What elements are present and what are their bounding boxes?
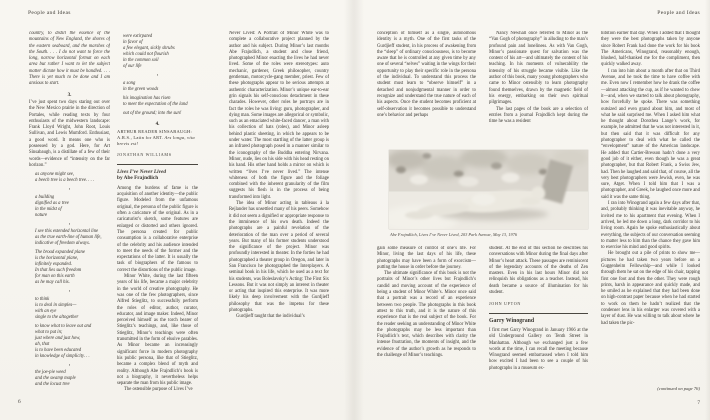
poem-line: a building — [35, 194, 55, 200]
poem-quote — [123, 96, 198, 108]
paragraph: I ran into Winogrand again a few days after that, and, probably thinking it was inevitable anyway, he invited me to his apartment that evening. When I arrived, he led me down a long, dark corridor to his living room. Again he spoke enthusiastically about everything, the subjects of our conversation seeming to matter less to him than the chance they gave him to exercise his mind and good spirits. — [601, 201, 700, 251]
page-number-right: 7 — [697, 400, 700, 406]
poem-line: infinitely expanded. — [35, 262, 72, 268]
poem-line: which could not flourish — [123, 52, 169, 57]
poem-quote — [35, 370, 110, 388]
poem-quote — [35, 297, 110, 321]
poem-line: to know what to leave out and — [35, 323, 92, 329]
poem-line: what to put in; — [35, 329, 63, 335]
paragraph: I ran into him about a month after that on Third Avenue, and he took the time to have coffee with me. Even now I remember how he drank the coffee—almost attacking the cup, as if he wanted to chew it—and, when we started to talk about photography, how forcefully he spoke. There was something outsized and even grand about him, and most of what he said surprised me. When I asked him what he thought about Dorothea Lange’s work, for example, he admitted that he was not interested in it, but then said that it was difficult for any photographer to deal with what he called the “envelopment” nature of the American landscape. He added that Cartier-Bresson hadn’t done a very good job of it either, even though he was a great photographer, but that Robert Frank, a Swiss Jew, had. Then he laughed and said that, of course, all the very best photographers were Jewish, even, he was sure, Atget. When I told him that I was a photographer, and Greek, he laughed once more and said it was the same thing. — [601, 68, 700, 200]
text-column-2 — [117, 31, 198, 405]
poem-quote — [35, 250, 110, 286]
paragraph: The idea of Minor acting in tableaus à la Rejlander has unsettled many of his peers. Somehow it did not seem a dignified or appropriate response to the imminence of his own death. Indeed the photographs are a painful revelation of the deterioration of the man over a period of several years. But many of his former students understood the significance of the project. Minor was profoundly interested in theater. In the forties he had photographed a theater group in Oregon, and later in San Francisco he photographed the Interplayers. A seminal book in his life, which he used as a text for his students, was Boleslavsky’s Acting: The First Six Lessons. But it was not simply an interest in theater or acting that inspired this enterprise. It was more likely his deep involvement with the Gurdjieff philosophy that was the impetus for these photographs. — [229, 201, 329, 314]
poem-line: a few elegant, sickly shrubs — [123, 46, 175, 51]
article-title: Lives I’ve Never Lived by Abe Frajndlich — [117, 169, 198, 182]
poem-quote — [35, 229, 110, 247]
poem-line: of our life — [123, 64, 142, 69]
photo-illustration — [389, 150, 588, 229]
poem-line: for man on this earth — [35, 274, 75, 280]
paragraph: student. At the end of this section he describes his conversations with Minor during the final days after Minor’s heart attack. These passages are reminiscent of the legendary accounts of the deaths of Zen masters. Even in his last hours Minor did not relinquish his obligations as a teacher. Instead, his death became a source of illumination for his student. — [489, 246, 588, 296]
poem-line: as the true earth-line of human life, — [35, 235, 102, 241]
poem-quote — [35, 324, 110, 360]
poem-line: and the locust tree — [35, 382, 70, 388]
poem-line: dignified as a tree — [35, 200, 69, 206]
paragraph: Minor White, during the last fifteen years of his life, became a major celebrity in the world of creative photography. He was one of the few photographers, since Alfred Stieglitz, to successfully perform the roles of editor, author, curator, educator, and image maker. Indeed, Minor perceived himself as the torch bearer of Stieglitz’s teachings, and, like those of Stieglitz, Minor’s teachings were often transmitted in the form of elusive parables. As Minor became an increasingly significant force in modern photography his public persona, like that of Stieglitz, became a complex blend of myth and reality. Although Abe Frajndlich’s book is not a biography, it nevertheless helps separate the man from his public image. — [117, 274, 198, 387]
poem-line: in favor of — [123, 40, 143, 45]
poem-line: the joe-pie weed — [35, 370, 66, 376]
poem-quote — [123, 111, 198, 117]
poem-line: is to deal in simples— — [35, 302, 77, 308]
paragraph: Among the burdens of fame is the acquisition of another identity—the public figure. Modeled from the unfamous original, the persona of the public figure is often a caricature of the original. As in a caricaturist’s sketch, some features are enlarged or distorted and others ignored. The persona created for public consumption is a collaborative enterprise of the celebrity and his audience intended to meet the needs of the former and the expectations of the latter. It is usually the task of biographers of the famous to correct the distortions of the public image. — [117, 185, 198, 273]
figure-arm — [520, 197, 540, 205]
page-gutter — [344, 0, 364, 420]
poem-line: as anyone might see, — [35, 172, 75, 178]
author-byline: JONATHAN WILLIAMS — [117, 152, 172, 158]
poem-line: ah, that — [35, 341, 50, 347]
poem-quote — [35, 172, 110, 184]
poem-line: In that lies such freedom — [35, 268, 82, 274]
text-column-5-top — [489, 31, 588, 149]
poem-line: out of the ground; into the sun! — [123, 110, 182, 116]
poem-line: a song — [123, 80, 136, 86]
paragraph: I first met Garry Winogrand in January 1966 at the old Underground Gallery on Tenth Street in Manhattan. Although we exchanged just a few words at the time, I can recall the meeting because Winogrand seemed embarrassed when I told him how excited I had been to see a couple of his photographs in a museum ex- — [489, 327, 588, 371]
poem-quote — [35, 195, 110, 219]
text-column-5-bottom — [489, 246, 588, 406]
paragraph: hibition earlier that day. When I added that I thought they were the best photographs taken by anyone since Robert Frank had done the work for his book The Americans, Winogrand, reasonably enough, blushed, half-thanked me for the compliment, then quickly walked away. — [601, 31, 700, 68]
poem-line: as he may call his. — [35, 280, 70, 286]
poem-line: in the common soil — [123, 58, 159, 63]
poem-line: to meet the expectation of the land — [123, 101, 188, 107]
text-column-1 — [29, 31, 110, 405]
paragraph: Never Lived: A Portrait of Minor White was to complete a collaborative project planned by the author and his subject. During Minor’s last months Abe Frajndlich, a student and close friend, photographed Minor enacting the lives he had never lived. Some of the roles were stereotypes: auto mechanic, gardener, Greek philosopher, country gentleman, motorcycle-gang member, priest. Few of these photographs appear to be serious attempts at authentic characterization. Minor’s unique ear-to-ear grin signals his self-conscious detachment in these charades. However, other roles he portrays are in fact the roles he was living: guru, photographer, and dying man. Some images are allegorical or symbolic, such as an emaciated white-faced dancer, a man with his collection of hats (roles), and Minor asleep behind plastic sheeting, in which he appears to be under water. The most startling of the latter group is an infrared photograph posed in a manner similar to the iconography of the Buddha entering Nirvana. Minor, nude, lies on his side with his head resting on his hand. His other hand holds a mirror on which is written “lives I’ve never lived.” The intense whiteness of both the figure and the foliage combined with the inherent granularity of the film suggests his flesh is in the process of being transformed into light. — [229, 31, 329, 200]
page-number-left: 6 — [18, 399, 21, 405]
bullet-separator: ▪ — [68, 289, 71, 294]
section-heading: Garry Winogrand — [489, 317, 535, 324]
paragraph: The last pages of the book are a selection of entries from a journal Frajndlich kept during the time he was a resident — [489, 106, 588, 125]
poem-line: nature — [35, 212, 48, 218]
poem-line: with an eye — [35, 308, 57, 314]
paragraph: gain some measure of control of one’s life. For Minor, living the last days of his life, these photographs may have been a form of exorcism—putting the house in order before the journey. — [377, 246, 476, 270]
paragraph: The ostensible purpose of Lives I’ve — [124, 387, 193, 393]
poem-line: in the midst of — [35, 206, 62, 212]
section-rule — [489, 313, 588, 314]
text-column-4-top — [377, 31, 476, 149]
poem-line: is the horizontal plane, — [35, 256, 79, 262]
caps-heading: ARTHUR READER SINSABAUGH: A.R.S., Latin for ART. Ars longa, vita brevis est! — [117, 128, 195, 147]
running-header-right: People and Ideas — [657, 10, 700, 16]
page-edge — [705, 0, 710, 420]
bullet-separator: ▪ — [68, 187, 71, 192]
poem-line: indicative of freedom always. — [35, 241, 91, 247]
section-rule — [117, 164, 198, 165]
poem-line: a beech tree is a beech tree. . . . — [35, 178, 95, 184]
paragraph: He brought out a pile of prints to show me—pictures he had taken two years before on a Guggenheim Fellowship—and while I looked through them he sat on the edge of his chair, tapping first one foot and then the other. They were rough prints, harsh in appearance and quickly made, and he smiled as he explained that they had been done on high-contrast paper because when he had started to work on them he hadn’t realized that the condenser lens in his enlarger was covered with a layer of dust. He was willing to talk about where he had taken the pic- — [601, 251, 700, 326]
poem-line: his imagination has risen — [123, 95, 171, 101]
section-number: 4. — [155, 120, 160, 127]
running-header-left: People and Ideas — [28, 10, 71, 16]
section-number: 3. — [67, 91, 72, 98]
poem-line: single to the altogether — [35, 314, 79, 320]
poem-line: is to have been educated — [35, 347, 82, 353]
poem-line: in knowledge of simplicity. . . — [35, 353, 90, 359]
text-column-6 — [601, 31, 700, 384]
article-author: by Abe Frajndlich — [117, 175, 159, 182]
paragraph: Gurdjieff taught that the individual’s — [236, 314, 305, 320]
poem-line: in the green woods — [123, 86, 159, 92]
poem-line: were extirpated — [123, 34, 153, 39]
photo-caption: Abe Frajndlich, Lives I’ve Never Lived, 203 Park Avenue, May 13, 1976 — [390, 231, 518, 237]
continued-note: (continued on page 76) — [657, 386, 700, 391]
poem-line: to think — [35, 296, 50, 302]
paragraph: conception of himself as a single, autonomous identity is a myth. One of the first tasks of the Gurdjieff student, in his process of awakening from the “sleep” of ordinary consciousness, is to become aware that he is controlled at any given time by any one of several “selves” waiting in the wings for their opportunity to play their specific role in the persona of the individual. To understand this process the student must learn to “observe himself” in a detached and nonjudgmental manner in order to recognize and understand the true nature of each of his aspects. Once the student becomes proficient at self-observation it becomes possible to understand one’s behavior and perhaps — [377, 31, 476, 118]
poem-line: just where and just how, — [35, 335, 81, 341]
bullet-separator: ▪ — [68, 221, 71, 226]
paragraph: country, to distill the essence of the mountains of New England, the shores of the eastern seaboard, and the marshes of the South. . . . I do not want to force the long, narrow horizontal format on each area but rather I want to let the subject matter dictate how it must be handled. . . . There is yet much to be done and I am anxious to start. — [29, 31, 110, 87]
bullet-separator: ▪ — [156, 73, 159, 77]
bullet-separator: ▪ — [68, 362, 71, 367]
poem-line: and the swamp maple — [35, 376, 76, 382]
paragraph: I’ve just spent two days staring out over the New Mexico prairie in the direction of Portales, while reading texts by four enthusiasts of the midwestern landscape: Frank Lloyd Wright, John Root, Louis Sullivan, and Lewis Mumford. Enthusiast, a good word. It means one who is possessed by a god. Here, for Art Sinsabaugh, is a distillate of a few of their words—evidence of “intensity on the far horizon.” — [29, 99, 110, 168]
poem-quote — [123, 81, 198, 93]
text-column-3 — [229, 31, 329, 405]
author-byline: JOHN UPTON — [489, 301, 522, 307]
poem-line: I see this extended horizontal line — [35, 229, 99, 235]
text-column-4-bottom — [377, 246, 476, 406]
poem-quote — [123, 34, 198, 70]
poem-line: The broad expanded plane — [35, 250, 85, 256]
photo-minor-white-reclining — [389, 150, 588, 229]
paragraph: The ultimate significance of this book is not the portraits of Minor’s other lives but Frajndlich’s candid and moving account of the experience of being a student of Minor White’s. Minor once said that a portrait was a record of an experience between two people. The photographs in this book attest to this truth, and it is the nature of this experience that is the real subject of the book. For the reader seeking an understanding of Minor White the photographs may be less important than Frajndlich’s text, which describes with clarity the intense frustration, the moments of insight, and the evidence of the author’s growth as he responds to the challenge of Minor’s teachings. — [377, 271, 476, 359]
paragraph: Nancy Newhall once referred to Minor as the “Van Gogh of photography” in alluding to the man’s profound pain and loneliness. As with Van Gogh, Minor’s passionate quest for salvation was the content of his art—and ultimately the content of his teaching. In his moments of vulnerability the intensity of his struggle became visible. Like the author of this book, many young photographers who came to Minor ostensibly to learn photography found themselves, drawn by the magnetic field of his energy, embarking on their own spiritual pilgrimages. — [489, 31, 588, 106]
